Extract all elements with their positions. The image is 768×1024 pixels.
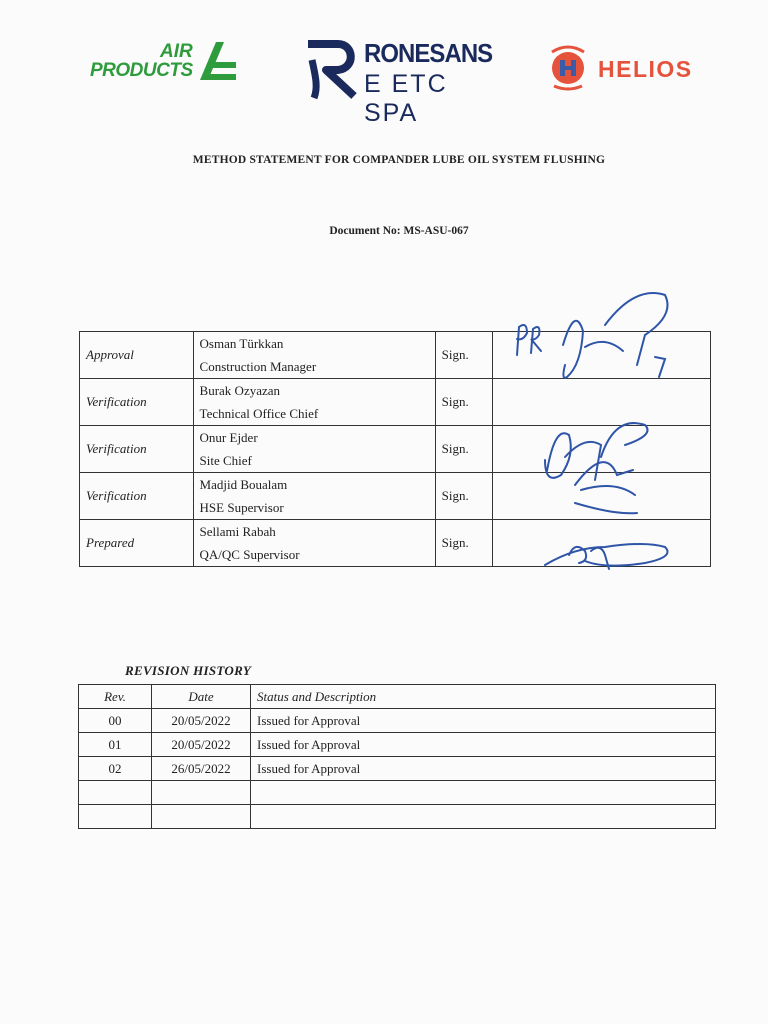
rev-cell: 02 bbox=[79, 757, 152, 781]
role-cell: Verification bbox=[80, 426, 194, 473]
ronesans-logo-line2: E ETC SPA bbox=[364, 70, 448, 127]
role-cell: Verification bbox=[80, 473, 194, 520]
date-cell: 20/05/2022 bbox=[152, 733, 251, 757]
sign-label: Sign. bbox=[435, 332, 492, 379]
document-title: METHOD STATEMENT FOR COMPANDER LUBE OIL SYSTEM FLUSHING bbox=[192, 154, 606, 166]
description-cell: Issued for Approval bbox=[251, 757, 716, 781]
rev-cell: 01 bbox=[79, 733, 152, 757]
air-products-logo-line1: AIR bbox=[160, 41, 193, 62]
person-name: Onur Ejder bbox=[199, 430, 258, 445]
role-cell: Verification bbox=[80, 379, 194, 426]
person-title: Site Chief bbox=[199, 453, 252, 468]
air-products-logo-line2: PRODUCTS bbox=[90, 60, 193, 81]
person-name: Burak Ozyazan bbox=[199, 383, 281, 398]
date-cell bbox=[152, 805, 251, 829]
person-cell bbox=[193, 379, 435, 426]
date-cell: 20/05/2022 bbox=[152, 709, 251, 733]
sign-label: Sign. bbox=[435, 379, 492, 426]
date-cell: 26/05/2022 bbox=[152, 757, 251, 781]
sign-label: Sign. bbox=[435, 426, 492, 473]
document-number-label: Document No: bbox=[329, 225, 401, 237]
sign-label: Sign. bbox=[435, 520, 492, 567]
description-cell bbox=[251, 805, 716, 829]
table-row bbox=[79, 709, 716, 733]
ronesans-logo-line1: RONESANS bbox=[364, 38, 493, 68]
person-cell bbox=[193, 473, 435, 520]
helios-emblem-icon bbox=[546, 40, 590, 92]
person-name: Sellami Rabah bbox=[199, 524, 276, 539]
person-cell bbox=[193, 520, 435, 567]
role-cell: Approval bbox=[80, 332, 194, 379]
person-cell bbox=[193, 426, 435, 473]
person-title: QA/QC Supervisor bbox=[199, 547, 300, 562]
column-header-date: Date bbox=[152, 685, 251, 709]
column-header-description: Status and Description bbox=[251, 685, 716, 709]
person-title: Construction Manager bbox=[199, 359, 317, 374]
air-products-logo bbox=[90, 38, 240, 88]
person-title: Technical Office Chief bbox=[199, 406, 319, 421]
person-name: Madjid Boualam bbox=[199, 477, 288, 492]
person-title: HSE Supervisor bbox=[199, 500, 284, 515]
table-row bbox=[79, 781, 716, 805]
revision-history-table bbox=[78, 684, 716, 829]
air-products-triangle-icon bbox=[198, 40, 238, 82]
column-header-rev: Rev. bbox=[79, 685, 152, 709]
revision-header-row bbox=[79, 685, 716, 709]
ronesans-logo bbox=[304, 38, 493, 127]
document-number bbox=[0, 225, 768, 237]
rev-cell bbox=[79, 805, 152, 829]
table-row bbox=[79, 733, 716, 757]
rev-cell: 00 bbox=[79, 709, 152, 733]
table-row bbox=[79, 757, 716, 781]
description-cell bbox=[251, 781, 716, 805]
sign-label: Sign. bbox=[435, 473, 492, 520]
revision-history-title: REVISION HISTORY bbox=[125, 663, 252, 678]
helios-logo-text: HELIOS bbox=[598, 56, 693, 82]
handwritten-signatures bbox=[505, 285, 705, 575]
rev-cell bbox=[79, 781, 152, 805]
document-number-value: MS-ASU-067 bbox=[403, 225, 469, 237]
role-cell: Prepared bbox=[80, 520, 194, 567]
person-cell bbox=[193, 332, 435, 379]
date-cell bbox=[152, 781, 251, 805]
helios-logo bbox=[546, 40, 716, 94]
person-name: Osman Türkkan bbox=[199, 336, 284, 351]
ronesans-r-icon bbox=[304, 38, 362, 100]
table-row bbox=[79, 805, 716, 829]
description-cell: Issued for Approval bbox=[251, 709, 716, 733]
description-cell: Issued for Approval bbox=[251, 733, 716, 757]
